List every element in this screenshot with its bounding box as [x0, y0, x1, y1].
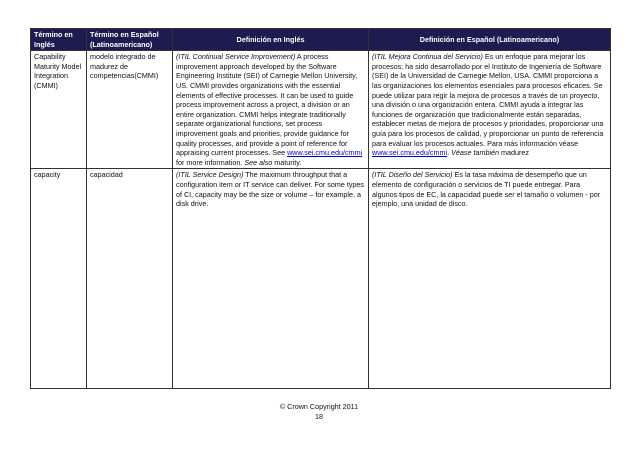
cell-term-es: capacidad: [87, 169, 173, 389]
glossary-table: [30, 28, 611, 389]
cell-def-en: [173, 51, 369, 169]
header-def-es: Definición en Español (Latinoamericano): [369, 29, 611, 51]
table-row: [31, 51, 611, 169]
definition-text: Es un enfoque para mejorar los procesos; ha sido desarrollado por el Instituto de Ingeniería de Software (SEI) de la Universidad de Carnegie Mellon, USA. CMMI proporciona a las organizaciones los elementos esenciales para procesos eficaces. Se puede utilizar para regir la mejora de procesos a través de un proyecto, una división o una organización entera. CMMI ayuda a integrar las funciones de organización que tradicionalmente están separadas, establecer metas de mejora de procesos y prioridades, proporcionar una guía para los procesos de calidad, y proporcionar un punto de referencia para evaluar los procesos actuales. Para más información véase: [372, 52, 604, 148]
cell-term-en: capacity: [31, 169, 87, 389]
definition-text: A process improvement approach developed by the Software Engineering Institute (SEI) of Carnegie Mellon University, US. CMMI provides organizations with the essential elements of effective processes. It can be used to guide process improvement across a project, a division or an entire organization. CMMI helps integrate traditionally separate organizational functions, set process improvement goals and priorities, provide guidance for quality processes, and provide a point of reference for appraising current processes. See: [176, 52, 358, 158]
header-term-es: Término en Español (Latinoamericano): [87, 29, 173, 51]
see-also-label: See also: [244, 157, 273, 167]
table-row: [31, 169, 611, 389]
cmmi-link[interactable]: www.sei.cmu.edu/cmmi: [287, 148, 363, 158]
see-also-term: maturity.: [272, 157, 302, 167]
definition-text: The maximum throughput that a configuration item or IT service can deliver. For some types of CI, capacity may be the size or volume – for example, a disk drive.: [176, 170, 365, 209]
itil-tag: (ITIL Continual Service Improvement): [176, 52, 296, 62]
table-header-row: [31, 29, 611, 51]
itil-tag: (ITIL Diseño del Servicio): [372, 170, 453, 180]
definition-text-after: for more information.: [176, 157, 245, 167]
page-number: 18: [315, 412, 323, 421]
cell-term-es: modelo integrado de madurez de competencias(CMMI): [87, 51, 173, 169]
definition-text-after: .: [447, 148, 452, 158]
itil-tag: (ITIL Mejora Continua del Servicio): [372, 52, 483, 62]
itil-tag: (ITIL Service Design): [176, 170, 244, 180]
header-def-en: Definición en Inglés: [173, 29, 369, 51]
cell-def-en: [173, 169, 369, 389]
definition-text: Es la tasa máxima de desempeño que un elemento de configuración o servicios de TI puede entregar. Para algunos tipos de EC, la capacidad puede ser el tamaño o volumen - por ejemplo, una unidad de disco.: [372, 170, 601, 209]
cell-def-es: [369, 51, 611, 169]
see-also-label: Véase también: [451, 148, 500, 158]
cmmi-link[interactable]: www.sei.cmu.edu/cmmi: [372, 148, 448, 158]
see-also-term: madurez: [499, 148, 530, 158]
cell-def-es: [369, 169, 611, 389]
cell-term-en: Capability Maturity Model Integration (CMMI): [31, 51, 87, 169]
header-term-en: Término en Inglés: [31, 29, 87, 51]
copyright-notice: © Crown Copyright 2011: [279, 402, 359, 411]
